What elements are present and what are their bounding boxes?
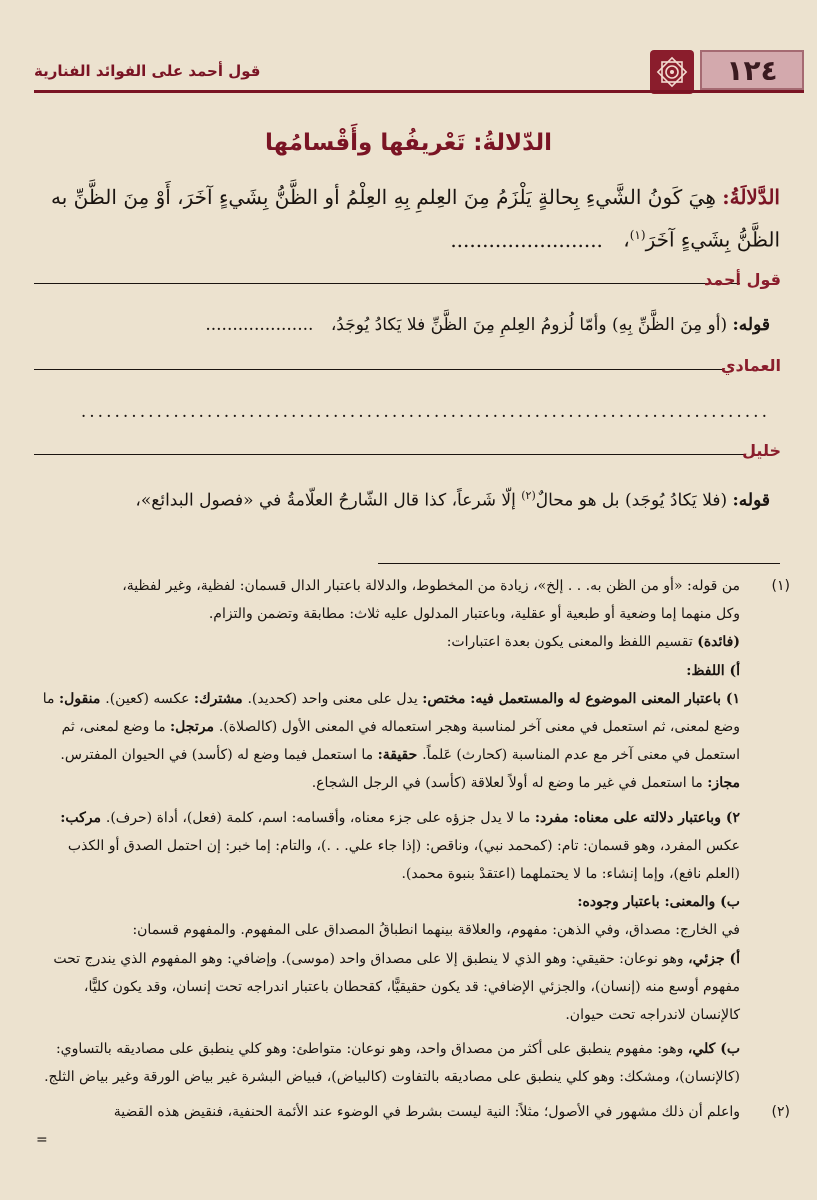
main-text-end: ، (623, 227, 630, 252)
section-rule (34, 369, 724, 370)
footnote-line: واعلم أن ذلك مشهور في الأصول؛ مثلاً: النية ليست بشرط في الوضوء عند الأئمة الحنفية، فنقيض هذه القضية (113, 1103, 740, 1120)
fn-bold: ١) باعتبار المعنى الموضوع له والمستعمل فيه: (470, 690, 740, 707)
chapter-title: الدّلالةُ: تَعْريفُها وأَقْسامُها (264, 130, 552, 156)
comment-text: (فلا يَكادُ يُوجَد) بل هو محالٌ (535, 490, 733, 511)
footnote-paragraph (36, 1035, 740, 1091)
page-number: ١٢٤ (700, 50, 804, 90)
commentary-imadi (40, 396, 770, 428)
main-text (36, 178, 780, 259)
fn-bold: مركب: (60, 809, 106, 826)
fn-bold: مجاز: (707, 775, 740, 792)
fn-bold: حقيقة: (377, 747, 423, 764)
ellipsis-dots: .................... (205, 315, 314, 335)
comment-text-2: إلّا شَرعاً، كذا قال الشّارحُ العلّامةُ في «فصول البدائع»، (135, 490, 522, 511)
section-rule (34, 454, 746, 455)
fn-bold: منقول: (59, 690, 106, 707)
continuation-mark: = (36, 1131, 48, 1148)
footnote-line: وكل منهما إما وضعية أو طبعية أو عقلية، وباعتبار المدلول عليه ثلاث: مطابقة وتضمن والتزام. (208, 606, 740, 623)
fn-text: وهو نوعان: حقيقي: وهو الذي لا ينطبق إلا على مصداق واحد (موسى). وإضافي: وهو المفهوم الذي يندرج تحت مفهوم أوسع منه (إنسان)، والجزئي الإضافي: قد يكون حقيقيًّا، كقحطان باعتبار اندراجه تحت إنسان، وقد يكون كليًّا، كالإنسان لاندراجه تحت حيوان. (53, 950, 740, 1024)
footnote-body (36, 572, 740, 1092)
fn-bold: ٢) وباعتبار دلالته على معناه: (573, 809, 740, 826)
header-rule (34, 90, 804, 93)
section-label-khalil: خليل (742, 441, 781, 460)
footnote-paragraph (36, 945, 740, 1030)
section-rule (34, 283, 740, 284)
footnote-1 (36, 572, 788, 1092)
commentary-khalil (40, 480, 770, 517)
footnotes (36, 572, 788, 1154)
fn-text: ما وضع لمعنى، ثم استعمل في معنى آخر مع عدم المناسبة (كحارث) عَلماً. (61, 719, 740, 764)
fn-text: يدل على معنى واحد (كحديد). (247, 690, 423, 707)
footnote-line: من قوله: «أو من الظن به. . . إلخ»، زيادة من المخطوط، والدلالة باعتبار الدال قسمان: لفظية، وغير لفظية، (122, 578, 740, 594)
fn-text: عكسه (كعين). (105, 690, 194, 707)
footnote-line: في الخارج: مصداق، وفي الذهن: مفهوم، والعلاقة بينهما انطباقُ المصداق على المفهوم. والمفهوم قسمان: (132, 922, 740, 939)
fn-text: تقسيم اللفظ والمعنى يكون بعدة اعتبارات: (446, 634, 698, 651)
footnote-paragraph (36, 685, 740, 798)
star-ornament-icon (650, 50, 694, 94)
fn-text: عكس المفرد، وهو قسمان: تام: (كمحمد نبي)، وناقص: (إذا جاء علي. . .)، والتام: إما خبر: إن احتمل الصدق أو الكذب (العلم نافع)، وإما إنشاء: ما لا يحتملهما (اعتقدْ بنبوة محمد). (67, 837, 740, 883)
section-label-qawl-ahmad: قول أحمد (704, 270, 781, 289)
fn-text: وهو: مفهوم ينطبق على أكثر من مصداق واحد، وهو نوعان: متواطئ: وهو كلي ينطبق على مصاديقه بالتساوي: (كالإنسان)، ومشكك: وهو كلي ينطبق على مصاديقه بالتفاوت (كالبياض)، فبياض البشرة غير بياض الورقة وغير بياض الثلج. (44, 1041, 740, 1086)
commentary-qawl-ahmad (40, 309, 770, 341)
footnote-ref-2: (٢) (521, 489, 536, 502)
fn-text: ما وضع لمعنى، ثم استعمل في معنى آخر لمناسبة وهجر استعماله في المعنى الأول (كالصلاة). (42, 690, 740, 736)
fn-text: ما لا يدل جزؤه على جزء معناه، وأقسامه: اسم، كلمة (فعل)، أداة (حرف). (105, 809, 535, 826)
fn-bold: أ) جزئي، (688, 950, 740, 967)
footnote-ref-1: (١) (629, 228, 646, 242)
fn-bold: (فائدة) (697, 634, 740, 651)
running-book-title: قول أحمد على الفوائد الفنارية (34, 62, 261, 80)
page-header (14, 50, 804, 96)
footnote-paragraph (36, 804, 740, 889)
fn-text: ما استعمل فيما وضع له (كأسد) في الحيوان المفترس. (60, 747, 378, 764)
footnote-heading: ب) والمعنى: باعتبار وجوده: (577, 894, 740, 911)
fn-bold: ب) كلي، (687, 1041, 740, 1058)
footnote-heading: أ) اللفظ: (686, 662, 740, 679)
ellipsis-dots: ........................ (450, 227, 603, 252)
fn-bold: مرتجل: (170, 719, 219, 736)
comment-text: (أو مِنَ الظَّنِّ بِهِ) وأمّا لُزومُ العِلمِ مِنَ الظَّنِّ فلا يَكادُ يُوجَدُ، (330, 315, 733, 335)
section-label-imadi: العمادي (720, 356, 781, 375)
ellipsis-dots: .................................................................................. (80, 402, 770, 422)
fn-bold: مفرد: (534, 809, 574, 826)
footnote-number: (١) (771, 578, 790, 594)
fn-bold: مختص: (422, 690, 471, 707)
comment-lead: قوله: (732, 315, 770, 335)
fn-text: ما استعمل في غير ما وضع له أولاً لعلاقة (كأسد) في الرجل الشجاع. (311, 775, 708, 792)
footnote-separator (378, 563, 780, 564)
footnote-number: (٢) (771, 1103, 790, 1120)
footnote-line (36, 628, 740, 656)
fn-bold: مشترك: (193, 690, 248, 707)
footnote-body (36, 1098, 740, 1126)
main-text-body: هِيَ كَونُ الشَّيءِ بِحالةٍ يَلْزَمُ مِنَ العِلمِ بِهِ العِلْمُ أو الظَّنُّ بِشَيءٍ آخَرَ، أَوْ مِنَ الظَّنِّ به الظَّنُّ بِشَيءٍ آخَرَ (51, 185, 780, 252)
comment-lead: قوله: (732, 490, 770, 511)
footnote-2 (36, 1098, 788, 1154)
defined-term: الدَّلالَةُ: (722, 185, 780, 209)
